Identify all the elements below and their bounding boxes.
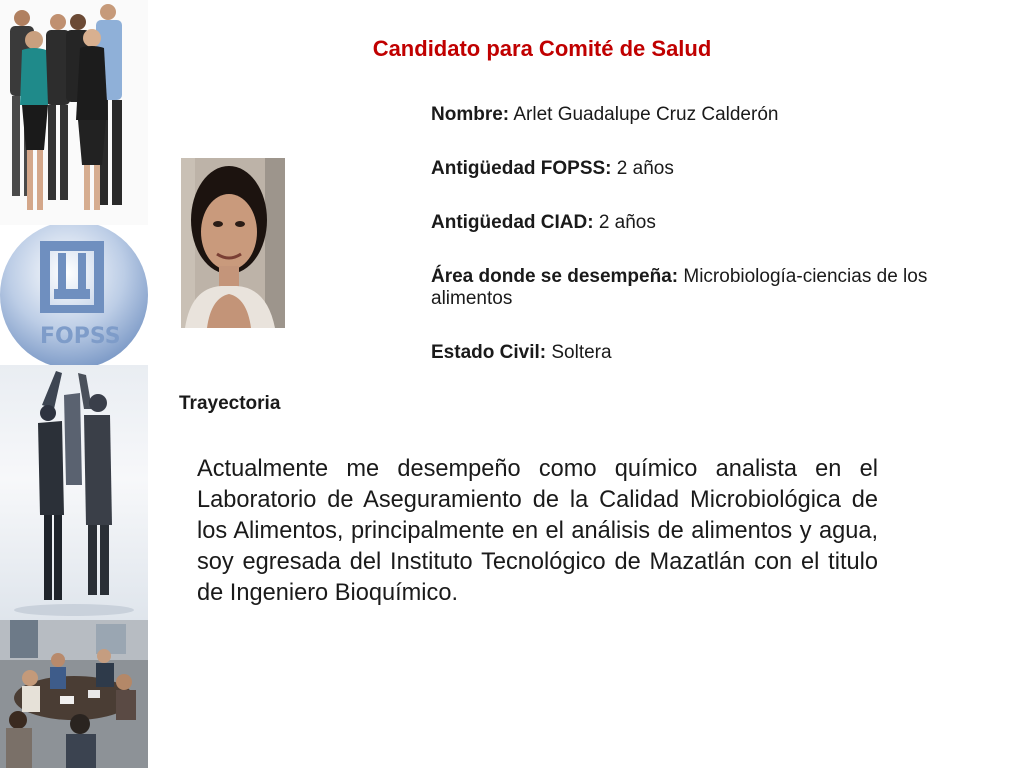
field-antiguedad-ciad [431, 212, 1001, 234]
field-label: Antigüedad FOPSS: [431, 158, 612, 179]
field-value: Soltera [551, 342, 612, 363]
field-label: Área donde se desempeña: [431, 266, 679, 287]
business-group-photo [0, 0, 148, 225]
field-value: 2 años [616, 158, 674, 179]
left-decorative-strip [0, 0, 148, 768]
field-estado-civil [431, 342, 1001, 364]
field-antiguedad-fopss [431, 158, 1001, 180]
field-value: Arlet Guadalupe Cruz Calderón [513, 104, 779, 125]
teamwork-photo [0, 365, 148, 620]
candidate-photo [181, 158, 285, 328]
field-label: Antigüedad CIAD: [431, 212, 594, 233]
section-heading: Trayectoria [179, 393, 281, 414]
field-area [431, 266, 1001, 310]
field-value: 2 años [598, 212, 656, 233]
field-label: Nombre: [431, 104, 510, 125]
candidate-info [431, 104, 1001, 396]
meeting-photo [0, 620, 148, 768]
field-label: Estado Civil: [431, 342, 547, 363]
field-value: Microbiología-ciencias de los alimentos [431, 266, 928, 309]
slide-title: Candidato para Comité de Salud [372, 36, 712, 61]
fopss-logo [0, 225, 148, 370]
fopss-logo-text: FOPSS [40, 324, 121, 349]
field-nombre [431, 104, 1001, 126]
trayectoria-body: Actualmente me desempeño como químico analista en el Laboratorio de Aseguramiento de la Calidad Microbiológica de los Alimentos, principalmente en el análisis de alimentos y agua, soy egresada del Instituto Tecnológico de Mazatlán con el titulo de Ingeniero Bioquímico. [197, 456, 878, 606]
